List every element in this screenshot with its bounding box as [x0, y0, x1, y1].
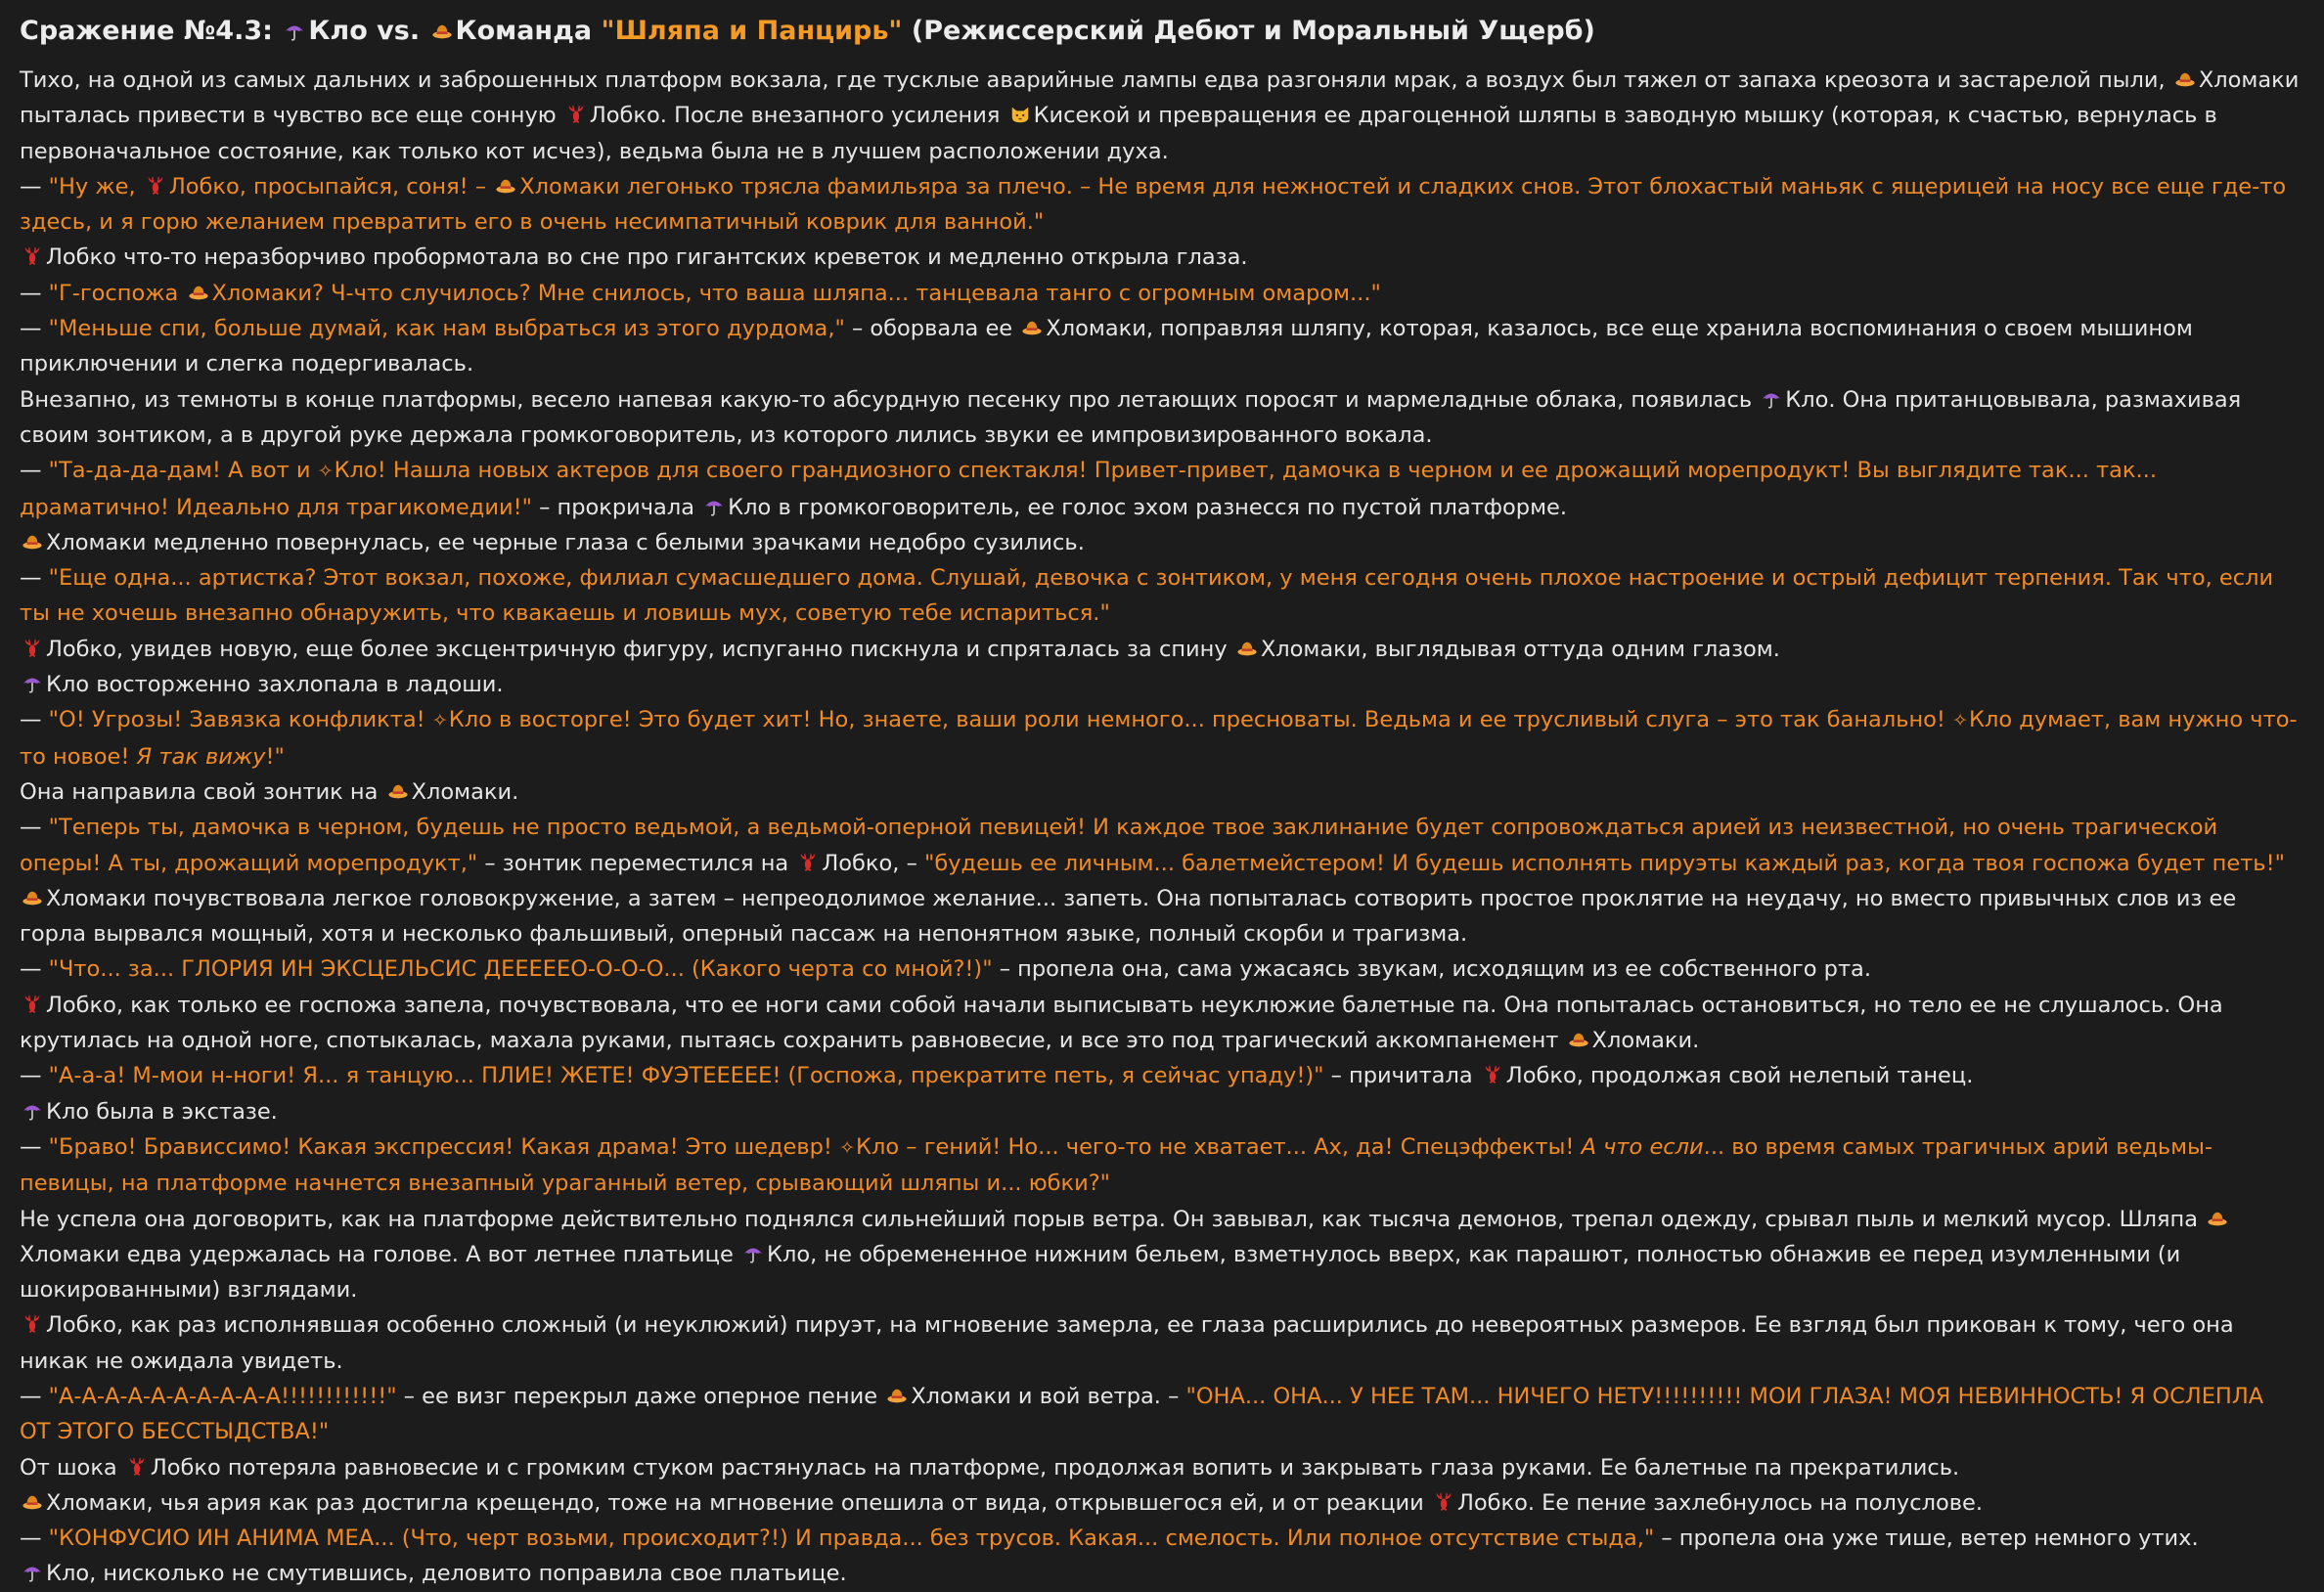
- dialogue-text: "будешь ее личным... балетмейстером! И будешь исполнять пируэты каждый раз, когда твоя госпожа будет петь!": [924, 850, 2285, 876]
- narration-text: —: [20, 1383, 49, 1409]
- dialogue-text: Кло в восторге! Это будет хит! Но, знаете, ваши роли немного... пресноваты. Ведьма и ее трусливый слуга – это так банально!: [448, 707, 1953, 733]
- dialogue-text: !": [265, 743, 285, 770]
- paragraph: [20, 1094, 2301, 1129]
- dialogue-text: Кло! Нашла новых актеров для своего грандиозного спектакля! Привет-привет, дамочка в черном и ее дрожащий морепродукт! Вы выглядите так... так... драматично! Идеально для трагикомедии!": [20, 458, 2157, 520]
- witch-hat-icon: [188, 282, 209, 303]
- narration-text: Кло была в экстазе.: [46, 1098, 278, 1125]
- lobster-icon: [797, 852, 819, 873]
- narration-text: – зонтик переместился на: [477, 850, 796, 876]
- paragraph: [20, 169, 2301, 241]
- narration-text: Лобко. После внезапного усиления: [589, 103, 1007, 129]
- paragraph: [20, 667, 2301, 702]
- narration-text: Кло. Она пританцовывала, размахивая своим зонтиком, а в другой руке держала громкоговоритель, из которого лились звуки ее импровизированного вокала.: [20, 386, 2242, 448]
- sparkle-icon: ✧: [839, 1136, 856, 1159]
- dialogue-text: Хломаки? Ч-что случилось? Мне снилось, что ваша шляпа... танцевала танго с огромным омаром...": [211, 280, 1381, 306]
- dialogue-text: "Ну же,: [48, 173, 143, 199]
- emphasis-text: А что если: [1581, 1133, 1704, 1160]
- paragraph: [20, 240, 2301, 275]
- witch-hat-icon: [1021, 317, 1043, 338]
- umbrella-icon: [1761, 388, 1782, 410]
- narration-text: Лобко. Ее пение захлебнулось на полуслове.: [1456, 1489, 1983, 1516]
- paragraph: [20, 276, 2301, 311]
- title-team: Команда: [455, 16, 593, 46]
- dialogue-text: Хломаки легонько трясла фамильяра за плечо. – Не время для нежностей и сладких снов. Этот блохастый маньяк с ящерицей на носу все еще где-то здесь, и я горю желанием превратить его в очень несимпатичный коврик для ванной.": [20, 173, 2287, 236]
- narration-text: Хломаки.: [1591, 1028, 1700, 1054]
- witch-hat-icon: [1236, 638, 1258, 659]
- narration-text: – пропела она, сама ужасаясь звукам, исходящим из ее собственного рта.: [992, 956, 1871, 983]
- umbrella-icon: [284, 21, 305, 42]
- narration-text: Хломаки, выглядывая оттуда одним глазом.: [1260, 636, 1780, 662]
- title-prefix: Сражение №4.3:: [20, 16, 273, 46]
- narration-text: Лобко, как раз исполнявшая особенно сложный (и неуклюжий) пируэт, на мгновение замерла, ее глаза расширились до невероятных размеров. Ее взгляд был прикован к тому, чего она никак не ожидала увидеть.: [20, 1312, 2234, 1374]
- umbrella-icon: [703, 496, 725, 517]
- dialogue-text: "О! Угрозы! Завязка конфликта!: [48, 707, 432, 733]
- narration-text: —: [20, 458, 49, 484]
- narration-text: Хломаки, чья ария как раз достигла крещендо, тоже на мгновение опешила от вида, открывшегося ей, и от реакции: [46, 1489, 1431, 1516]
- dialogue-text: "ОНА... ОНА... У НЕЕ ТАМ... НИЧЕГО НЕТУ!!!!!!!!!! МОИ ГЛАЗА! МОЯ НЕВИННОСТЬ! Я ОСЛЕПЛА ОТ ЭТОГО БЕССТЫДСТВА!": [20, 1383, 2264, 1445]
- paragraph: [20, 1450, 2301, 1485]
- paragraph: [20, 988, 2301, 1059]
- dialogue-text: "КОНФУСИО ИН АНИМА МЕА... (Что, черт возьми, происходит?!) И правда... без трусов. Какая... смелость. Или полное отсутствие стыда,": [48, 1526, 1655, 1552]
- narration-text: Хломаки почувствовала легкое головокружение, а затем – непреодолимое желание... запеть. Она попыталась сотворить простое проклятие на неудачу, но вместо привычных слов из ее горла вырвался мощный, хотя и несколько фальшивый, оперный пассаж на непонятном языке, полный скорби и трагизма.: [20, 885, 2237, 948]
- dialogue-text: ... во время самых трагичных арий ведьмы-певицы, на платформе начнется внезапный ураганный ветер, срывающий шляпы и... юбки?": [20, 1133, 2212, 1197]
- narration-text: Лобко, увидев новую, еще более эксцентричную фигуру, испуганно пискнула и спряталась за спину: [46, 636, 1234, 662]
- lobster-icon: [22, 1313, 43, 1335]
- paragraph: [20, 1058, 2301, 1093]
- paragraph: [20, 382, 2301, 454]
- dialogue-text: Кло думает, вам нужно что-то новое!: [20, 707, 2298, 770]
- title-subtitle: (Режиссерский Дебют и Моральный Ущерб): [911, 16, 1595, 46]
- narration-text: Хломаки медленно повернулась, ее черные глаза с белыми зрачками недобро сузились.: [46, 529, 1085, 555]
- narration-text: Лобко, как только ее госпожа запела, почувствовала, что ее ноги сами собой начали выписывать неуклюжие балетные па. Она попыталась остановиться, но тело ее не слушалось. Она крутилась на одной ноге, спотыкалась, махала руками, пытаясь сохранить равновесие, и все это под трагический аккомпанемент: [20, 992, 2223, 1054]
- paragraph: [20, 560, 2301, 632]
- paragraph: [20, 453, 2301, 525]
- paragraph: [20, 881, 2301, 952]
- narration-text: Кисекой и превращения ее драгоценной шляпы в заводную мышку (которая, к счастью, вернулась в первоначальное состояние, как только кот исчез), ведьма была не в лучшем расположении духа.: [20, 103, 2217, 164]
- narration-text: Лобко, –: [822, 850, 924, 876]
- paragraph: [20, 1556, 2301, 1591]
- narration-text: Хломаки, поправляя шляпу, которая, казалось, все еще хранила воспоминания о своем мышином приключении и слегка подергивалась.: [20, 316, 2193, 377]
- umbrella-icon: [22, 1100, 43, 1122]
- dialogue-text: Лобко, просыпайся, соня! –: [168, 173, 494, 199]
- narration-text: —: [20, 707, 49, 733]
- lobster-icon: [1482, 1064, 1503, 1085]
- narration-text: Кло в громкоговоритель, ее голос эхом разнесся по пустой платформе.: [728, 494, 1568, 520]
- lobster-icon: [145, 175, 166, 197]
- witch-hat-icon: [22, 1491, 43, 1513]
- narration-text: Лобко, продолжая свой нелепый танец.: [1505, 1063, 1974, 1089]
- narration-text: Кло, нисколько не смутившись, деловито поправила свое платьице.: [46, 1561, 847, 1587]
- lobster-icon: [126, 1456, 148, 1478]
- narration-text: От шока: [20, 1454, 124, 1481]
- paragraph: [20, 1521, 2301, 1556]
- narration-text: Хломаки пыталась привести в чувство все еще сонную: [20, 67, 2300, 129]
- sparkle-icon: ✧: [317, 461, 334, 483]
- dialogue-text: "Что... за... ГЛОРИЯ ИН ЭКСЦЕЛЬСИС ДЕЕЕЕЕО-О-О-О... (Какого черта со мной?!)": [48, 956, 993, 983]
- paragraph: [20, 1202, 2301, 1308]
- paragraph: [20, 525, 2301, 560]
- narration-text: Тихо, на одной из самых дальних и заброшенных платформ вокзала, где тусклые аварийные лампы едва разгоняли мрак, а воздух был тяжел от запаха креозота и застарелой пыли,: [20, 67, 2172, 93]
- paragraph: [20, 774, 2301, 810]
- witch-hat-icon: [886, 1385, 908, 1406]
- lobster-icon: [22, 638, 43, 659]
- narration-text: —: [20, 1526, 49, 1552]
- dialogue-text: "Еще одна... артистка? Этот вокзал, похоже, филиал сумасшедшего дома. Слушай, девочка с зонтиком, у меня сегодня очень плохое настроение и острый дефицит терпения. Так что, если ты не хочешь внезапно обнаружить, что квакаешь и ловишь мух, советую тебе испариться.": [20, 565, 2274, 627]
- narration-text: Не успела она договорить, как на платформе действительно поднялся сильнейший порыв ветра. Он завывал, как тысяча демонов, трепал одежду, срывал пыль и мелкий мусор. Шляпа: [20, 1206, 2206, 1232]
- narration-text: – причитала: [1323, 1063, 1480, 1089]
- cat-face-icon: [1009, 104, 1031, 125]
- witch-hat-icon: [431, 21, 453, 42]
- dialogue-text: "Теперь ты, дамочка в черном, будешь не просто ведьмой, а ведьмой-оперной певицей! И каждое твое заклинание будет сопровождаться арией из неизвестной, но очень трагической оперы! А ты, дрожащий морепродукт,": [20, 815, 2218, 876]
- narration-text: —: [20, 173, 49, 199]
- narration-text: —: [20, 280, 49, 306]
- narration-text: —: [20, 316, 49, 342]
- paragraph: [20, 632, 2301, 667]
- narration-text: Хломаки едва удержалась на голове. А вот летнее платьице: [20, 1241, 740, 1267]
- dialogue-text: "А-а-а! М-мои н-ноги! Я... я танцую... ПЛИЕ! ЖЕТЕ! ФУЭТЕЕЕЕЕ! (Госпожа, прекратите петь, я сейчас упаду!)": [48, 1063, 1324, 1089]
- paragraph: [20, 1485, 2301, 1521]
- narration-text: – прокричала: [531, 494, 702, 520]
- witch-hat-icon: [387, 780, 409, 802]
- narration-text: Она направила свой зонтик на: [20, 778, 385, 805]
- narration-text: Внезапно, из темноты в конце платформы, весело напевая какую-то абсурдную песенку про летающих поросят и мармеладные облака, появилась: [20, 386, 1760, 413]
- umbrella-icon: [742, 1243, 764, 1264]
- title-team-name: "Шляпа и Панцирь": [601, 16, 903, 46]
- narration-text: —: [20, 956, 49, 983]
- story-body: [20, 63, 2301, 1592]
- paragraph: [20, 1307, 2301, 1379]
- emphasis-text: Я так вижу: [136, 743, 266, 770]
- narration-text: —: [20, 565, 49, 592]
- narration-text: – оборвала ее: [844, 316, 1020, 342]
- page-title: [20, 14, 2301, 49]
- paragraph: [20, 1129, 2301, 1202]
- narration-text: – ее визг перекрыл даже оперное пение: [396, 1383, 885, 1409]
- witch-hat-icon: [22, 531, 43, 553]
- dialogue-text: "Та-да-да-дам! А вот и: [48, 458, 318, 484]
- title-klo: Кло vs.: [308, 16, 421, 46]
- dialogue-text: "Меньше спи, больше думай, как нам выбраться из этого дурдома,": [48, 316, 845, 342]
- lobster-icon: [22, 245, 43, 267]
- paragraph: [20, 951, 2301, 987]
- narration-text: —: [20, 1063, 49, 1089]
- dialogue-text: "Г-госпожа: [48, 280, 186, 306]
- lobster-icon: [565, 104, 587, 125]
- narration-text: Хломаки и вой ветра. –: [911, 1383, 1186, 1409]
- witch-hat-icon: [22, 887, 43, 908]
- narration-text: Лобко что-то неразборчиво пробормотала во сне про гигантских креветок и медленно открыла глаза.: [46, 244, 1248, 271]
- umbrella-icon: [22, 1562, 43, 1583]
- paragraph: [20, 63, 2301, 169]
- lobster-icon: [1433, 1491, 1454, 1513]
- witch-hat-icon: [495, 175, 516, 197]
- paragraph: [20, 810, 2301, 881]
- sparkle-icon: ✧: [431, 710, 448, 732]
- narration-text: Лобко потеряла равновесие и с громким стуком растянулась на платформе, продолжая вопить и закрывать глаза руками. Ее балетные па прекратились.: [150, 1454, 1960, 1481]
- dialogue-text: "Браво! Брависсимо! Какая экспрессия! Какая драма! Это шедевр!: [48, 1133, 840, 1160]
- narration-text: Хломаки.: [411, 778, 519, 805]
- narration-text: – пропела она уже тише, ветер немного утих.: [1654, 1526, 2199, 1552]
- witch-hat-icon: [1568, 1029, 1589, 1050]
- sparkle-icon: ✧: [1952, 710, 1969, 732]
- witch-hat-icon: [2174, 68, 2196, 90]
- narration-text: —: [20, 1133, 49, 1160]
- narration-text: Кло, не обремененное нижним бельем, взметнулось вверх, как парашют, полностью обнажив ее перед изумленными (и шокированными) взглядами.: [20, 1241, 2181, 1304]
- lobster-icon: [22, 994, 43, 1015]
- paragraph: [20, 311, 2301, 382]
- dialogue-text: "А-А-А-А-А-А-А-А-А-А!!!!!!!!!!!!": [48, 1383, 397, 1409]
- dialogue-text: Кло – гений! Но... чего-то не хватает... Ах, да! Спецэффекты!: [856, 1133, 1582, 1160]
- story-document: [20, 14, 2301, 1592]
- narration-text: —: [20, 815, 49, 841]
- narration-text: Кло восторженно захлопала в ладоши.: [46, 672, 504, 698]
- paragraph: [20, 1379, 2301, 1450]
- witch-hat-icon: [2207, 1208, 2228, 1229]
- paragraph: [20, 702, 2301, 774]
- umbrella-icon: [22, 673, 43, 694]
